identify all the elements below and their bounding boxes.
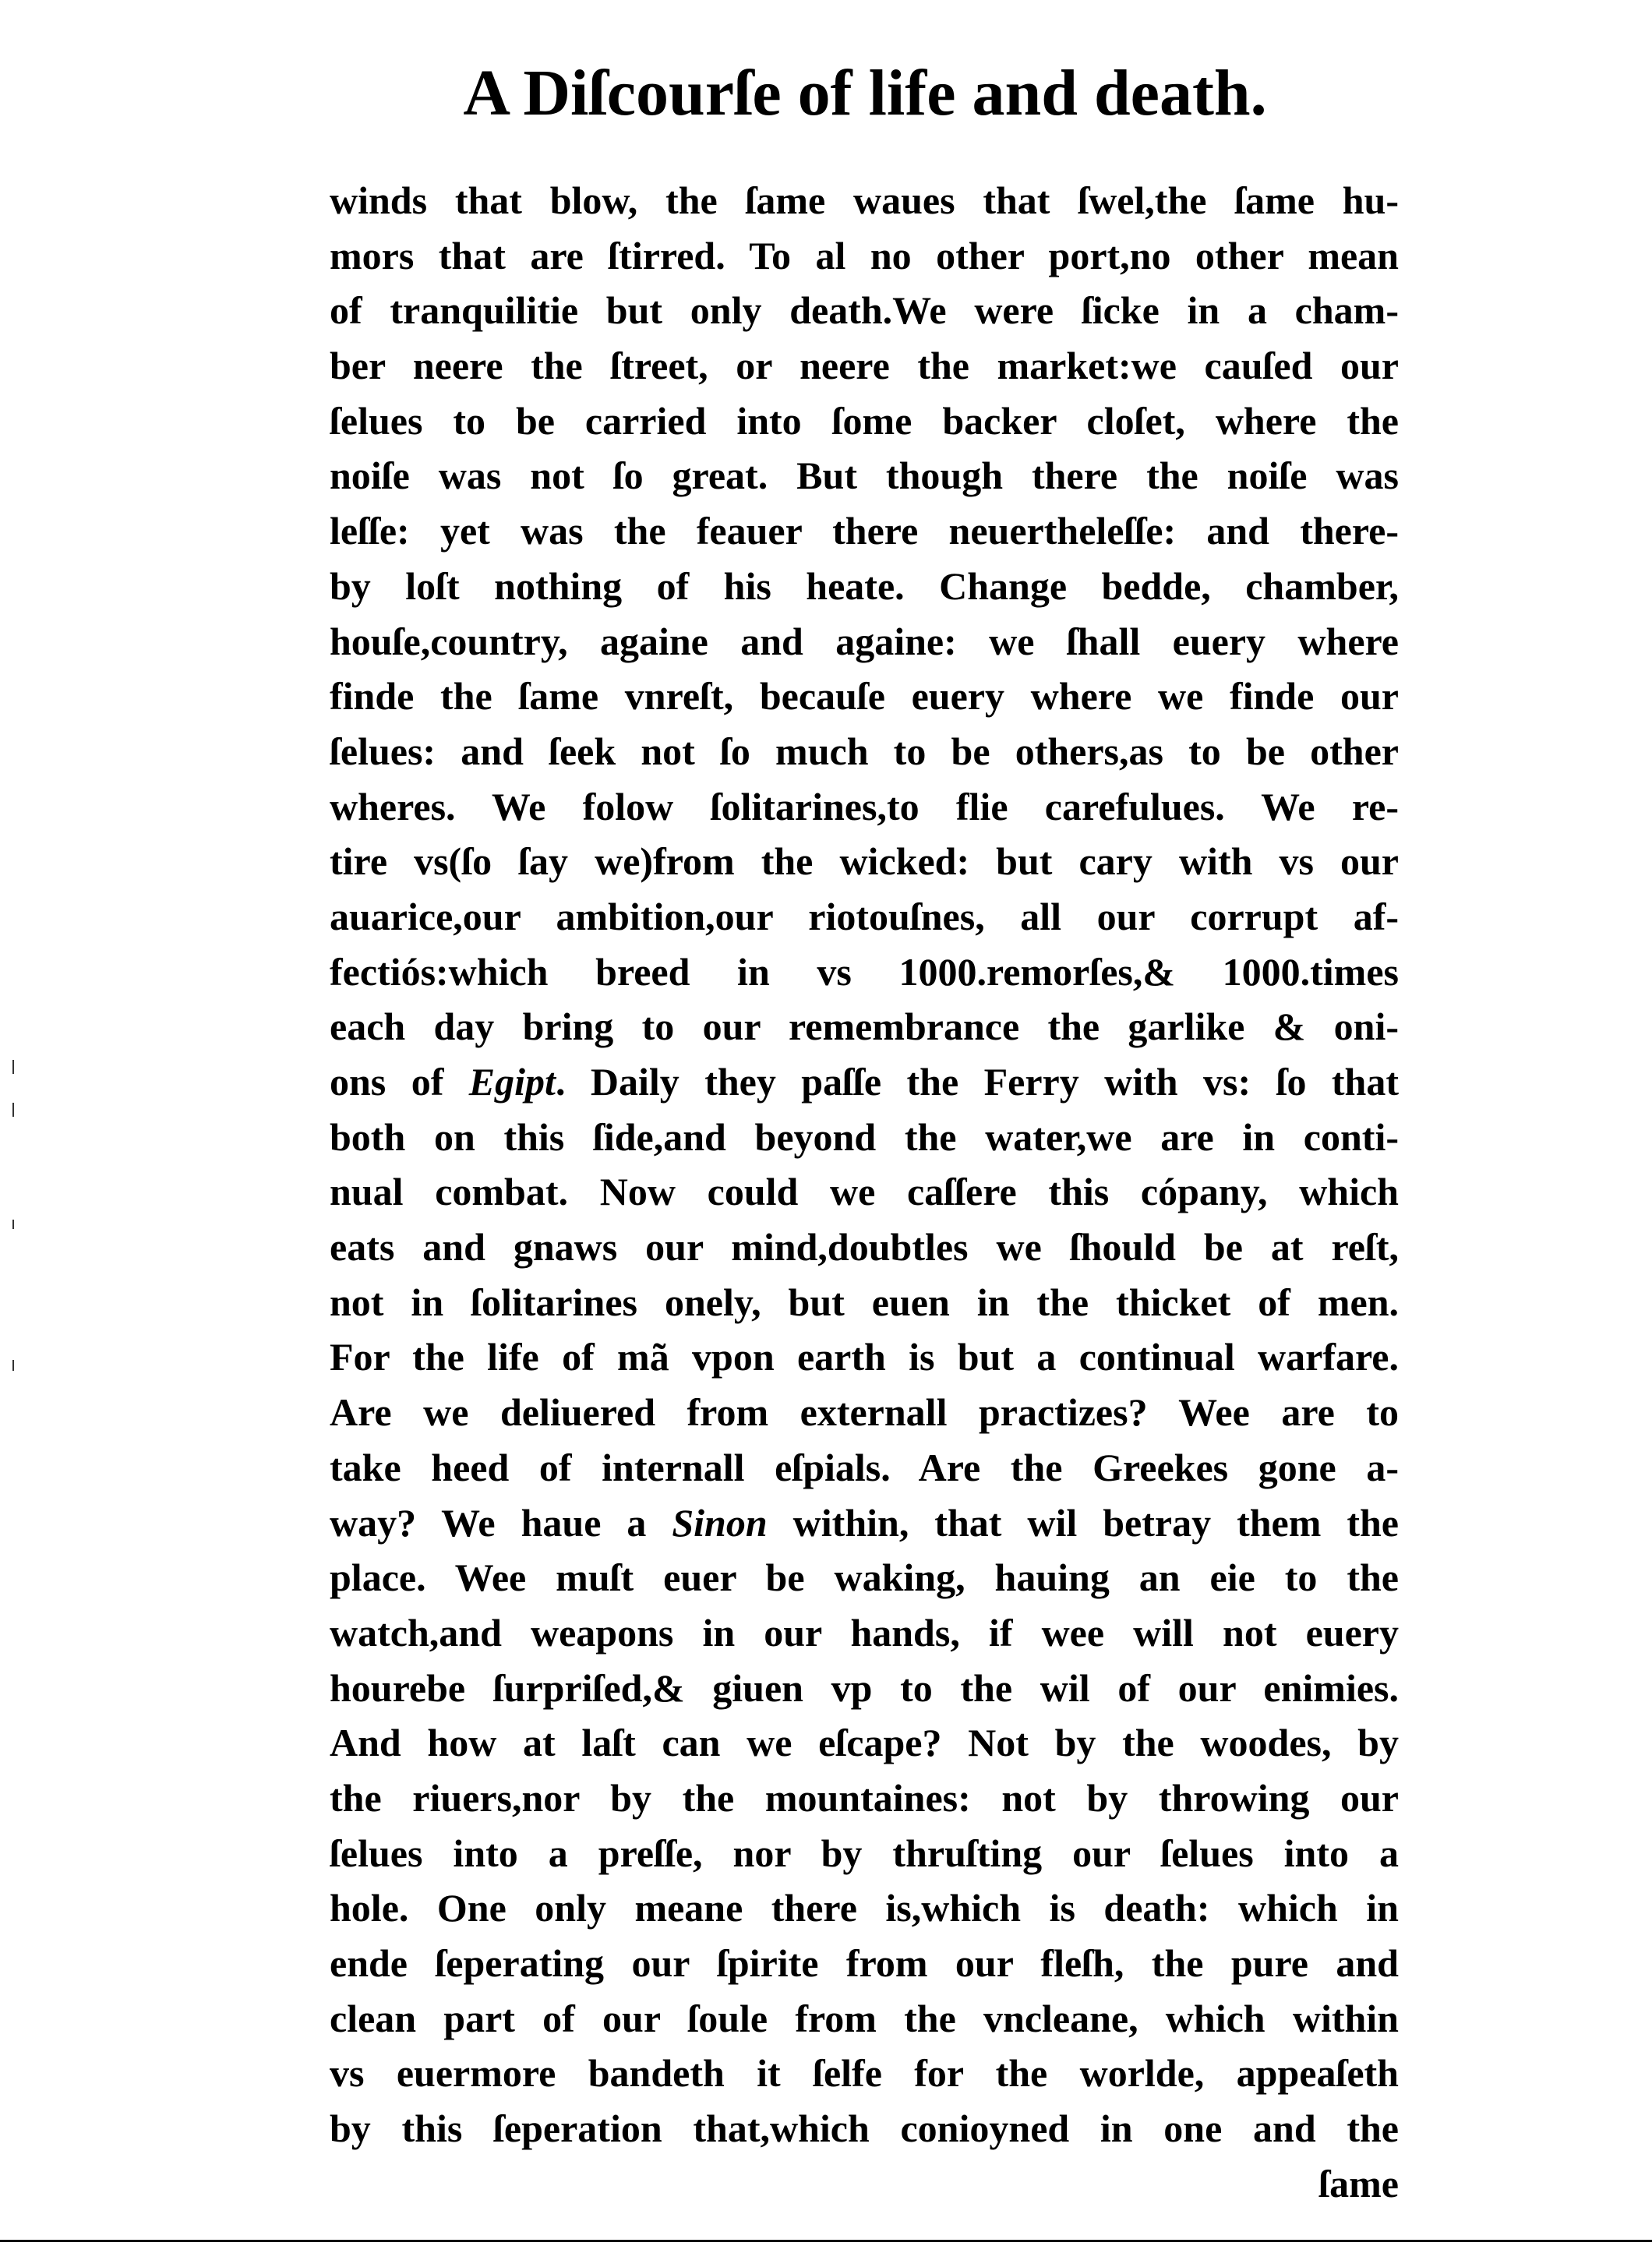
text-segment: both on this ſide,and beyond the water,we are in conti-: [330, 1114, 1399, 1159]
text-segment: clean part of our ſoule from the vncleane, which within: [330, 1996, 1399, 2040]
text-segment: ſelues to be carried into ſome backer cloſet, where the: [330, 398, 1399, 443]
text-segment: by loſt nothing of his heate. Change bedde, chamber,: [330, 563, 1399, 608]
text-line: [330, 1220, 1399, 1275]
text-segment: leſſe: yet was the feauer there neuertheleſſe: and there-: [330, 509, 1399, 553]
text-line: [330, 834, 1399, 889]
text-line: [330, 1715, 1399, 1771]
text-segment: take heed of internall eſpials. Are the Greekes gone a-: [330, 1445, 1399, 1489]
text-line: [330, 2046, 1399, 2101]
text-line: [330, 1605, 1399, 1661]
margin-mark: [12, 1103, 14, 1117]
text-line: [330, 559, 1399, 614]
text-line: [330, 1385, 1399, 1440]
text-segment: For the life of mã vpon earth is but a continual warfare.: [330, 1335, 1399, 1379]
margin-mark: [12, 1220, 14, 1229]
text-line: [330, 1164, 1399, 1220]
text-line: [330, 1496, 1399, 1551]
text-segment: ber neere the ſtreet, or neere the market:we cauſed our: [330, 344, 1399, 388]
text-segment: mors that are ſtirred. To al no other port,no other mean: [330, 233, 1399, 277]
text-segment: hourebe ſurpriſed,& giuen vp to the wil of our enimies.: [330, 1665, 1399, 1710]
text-segment: by this ſeperation that,which conioyned in one and the: [330, 2107, 1399, 2151]
text-line: [330, 1440, 1399, 1496]
text-segment: ſelues: and ſeek not ſo much to be others,as to be other: [330, 729, 1399, 773]
text-line: [330, 1771, 1399, 1826]
text-line: [330, 503, 1399, 559]
italic-name: Egipt: [468, 1060, 556, 1104]
text-line: [330, 889, 1399, 945]
text-segment: nual combat. Now could we caſſere this cópany, which: [330, 1170, 1399, 1214]
text-line: [330, 669, 1399, 724]
text-segment: . Daily they paſſe the Ferry with vs: ſo that: [555, 1060, 1399, 1104]
text-line: [330, 1330, 1399, 1385]
text-line: [330, 1991, 1399, 2046]
text-line: [330, 338, 1399, 394]
text-segment: Are we deliuered from externall practizes? Wee are to: [330, 1390, 1399, 1435]
text-segment: not in ſolitarines onely, but euen in the thicket of men.: [330, 1280, 1399, 1324]
text-segment: each day bring to our remembrance the garlike & oni-: [330, 1005, 1399, 1049]
text-line: [330, 945, 1399, 1000]
text-line: [330, 448, 1399, 503]
text-segment: watch,and weapons in our hands, if wee will not euery: [330, 1610, 1399, 1654]
text-line: [330, 1880, 1399, 1936]
text-segment: And how at laſt can we eſcape? Not by the woodes, by: [330, 1721, 1399, 1765]
text-line: [330, 999, 1399, 1054]
text-line: [330, 1936, 1399, 1991]
text-segment: hole. One only meane there is,which is death: which in: [330, 1886, 1399, 1930]
italic-name: Sinon: [672, 1500, 768, 1545]
text-segment: fectiós:which breed in vs 1000.remorſes,& 1000.times: [330, 949, 1399, 994]
text-line: [330, 228, 1399, 284]
text-line: [330, 394, 1399, 449]
text-line: [330, 173, 1399, 228]
body-text: [330, 173, 1399, 2211]
margin-mark: [12, 1060, 14, 1074]
text-segment: noiſe was not ſo great. But though there the noiſe was: [330, 454, 1399, 498]
text-segment: ſelues into a preſſe, nor by thruſting our ſelues into a: [330, 1831, 1399, 1875]
text-segment: wheres. We folow ſolitarines,to flie carefulues. We re-: [330, 784, 1399, 828]
text-line: [330, 614, 1399, 669]
text-segment: of tranquilitie but only death.We were ſicke in a cham-: [330, 288, 1399, 333]
text-segment: place. Wee muſt euer be waking, hauing an eie to the: [330, 1556, 1399, 1600]
text-line: [330, 1110, 1399, 1165]
catchword: ſame: [1318, 2161, 1399, 2205]
text-segment: vs euermore bandeth it ſelfe for the worlde, appeaſeth: [330, 2051, 1399, 2096]
text-segment: within, that wil betray them the: [767, 1500, 1399, 1545]
text-segment: ons of: [330, 1060, 469, 1104]
text-segment: houſe,country, againe and againe: we ſhall euery where: [330, 619, 1399, 663]
text-line: [330, 724, 1399, 779]
text-segment: winds that blow, the ſame waues that ſwel,the ſame hu-: [330, 178, 1399, 222]
text-line: [330, 2101, 1399, 2156]
text-segment: way? We haue a: [330, 1500, 672, 1545]
text-line: [330, 1550, 1399, 1605]
text-segment: the riuers,nor by the mountaines: not by throwing our: [330, 1775, 1399, 1820]
running-title: A Diſcourſe of life and death.: [463, 57, 1267, 129]
text-segment: tire vs(ſo ſay we)from the wicked: but cary with vs our: [330, 839, 1399, 884]
text-segment: finde the ſame vnreſt, becauſe euery where we finde our: [330, 674, 1399, 719]
text-line: [330, 1826, 1399, 1881]
margin-mark: [12, 1360, 14, 1371]
text-line: [330, 1275, 1399, 1330]
text-segment: ende ſeperating our ſpirite from our fleſh, the pure and: [330, 1941, 1399, 1985]
text-line: [330, 283, 1399, 338]
page-bottom-edge: [0, 2240, 1652, 2242]
text-line: [330, 1661, 1399, 1716]
text-segment: auarice,our ambition,our riotouſnes, all our corrupt af-: [330, 894, 1399, 938]
text-line: [330, 779, 1399, 835]
text-segment: eats and gnaws our mind,doubtles we ſhould be at reſt,: [330, 1225, 1399, 1270]
text-line: [330, 1054, 1399, 1110]
